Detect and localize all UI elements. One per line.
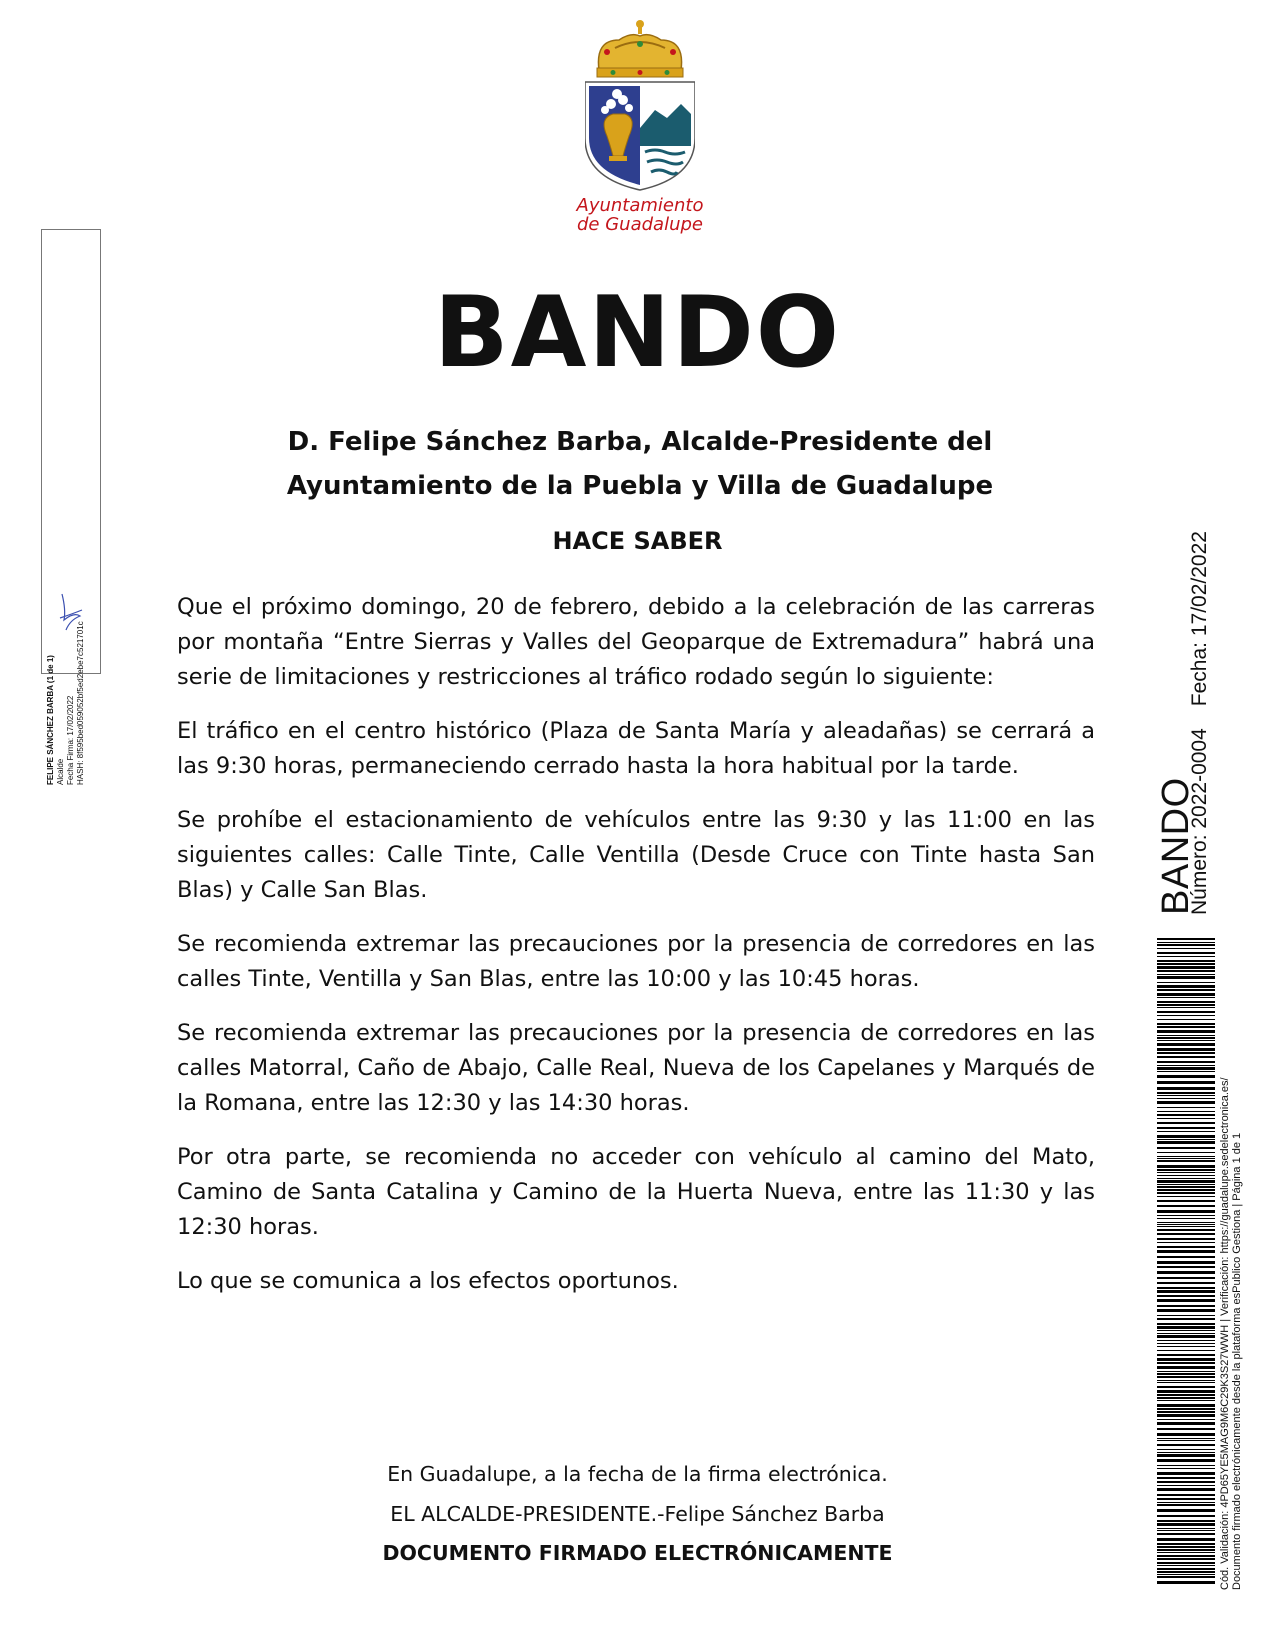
- closing-place-date: En Guadalupe, a la fecha de la firma electrónica.: [387, 1462, 888, 1486]
- stamp-platform-line: Documento firmado electrónicamente desde la plataforma esPublico Gestiona | Página 1 de 1: [1231, 1132, 1243, 1590]
- body-paragraph: El tráfico en el centro histórico (Plaza de Santa María y aleadañas) se cerrará a las 9:30 horas, permaneciendo cerrado hasta la hora habitual por la tarde.: [177, 718, 1095, 779]
- crest-caption-line2: de Guadalupe: [577, 214, 703, 235]
- signer-role: Alcalde: [56, 758, 65, 785]
- stamp-number-date: [1188, 531, 1212, 915]
- mayor-line-2: Ayuntamiento de la Puebla y Villa de Guadalupe: [286, 471, 994, 501]
- stamp-number: Número: 2022-0004: [1188, 728, 1211, 915]
- closing-signer: EL ALCALDE-PRESIDENTE.-Felipe Sánchez Barba: [390, 1502, 885, 1526]
- signature-date: Fecha Firma: 17/02/2022: [66, 695, 75, 785]
- body-paragraph: Se recomienda extremar las precauciones por la presencia de corredores en las calles Tinte, Ventilla y San Blas, entre las 10:00 y las 10:45 horas.: [177, 931, 1095, 992]
- stamp-date: Fecha: 17/02/2022: [1188, 531, 1211, 707]
- body-paragraph: Que el próximo domingo, 20 de febrero, debido a la celebración de las carreras por montaña “Entre Sierras y Valles del Geoparque de Extremadura” habrá una serie de limitaciones y restricciones al tráfico rodado según lo siguiente:: [177, 594, 1095, 690]
- signature-details: [46, 525, 102, 785]
- signature-scribble-icon: [56, 590, 86, 634]
- barcode-icon: [1157, 938, 1215, 1586]
- crest-caption: [560, 196, 720, 234]
- signature-box: [41, 229, 101, 785]
- signature-hash: HASH: 8f595bed059052bf5ed2ebe7c521701c: [76, 621, 85, 785]
- document-body: [177, 590, 1095, 1318]
- announcement-heading: HACE SABER: [552, 527, 723, 555]
- mayor-line-1: D. Felipe Sánchez Barba, Alcalde-Presidente del: [287, 427, 993, 457]
- signer-name: FELIPE SÁNCHEZ BARBA (1 de 1): [46, 655, 55, 785]
- stamp-doc-type-text: BANDO: [1155, 777, 1197, 915]
- coat-of-arms-icon: [585, 18, 695, 193]
- document-title: BANDO: [433, 276, 842, 390]
- signed-notice: DOCUMENTO FIRMADO ELECTRÓNICAMENTE: [382, 1541, 893, 1565]
- body-paragraph: Se recomienda extremar las precauciones por la presencia de corredores en las calles Matorral, Caño de Abajo, Calle Real, Nueva de los Capelanes y Marqués de la Romana, entre las 12:30 y las 14:30 horas.: [177, 1020, 1095, 1116]
- body-paragraph: Lo que se comunica a los efectos oportunos.: [177, 1268, 679, 1294]
- body-paragraph: Se prohíbe el estacionamiento de vehículos entre las 9:30 y las 11:00 en las siguientes calles: Calle Tinte, Calle Ventilla (Desde Cruce con Tinte hasta San Blas) y Calle San Blas.: [177, 807, 1095, 903]
- body-paragraph: Por otra parte, se recomienda no acceder con vehículo al camino del Mato, Camino de Santa Catalina y Camino de la Huerta Nueva, entre las 11:30 y las 12:30 horas.: [177, 1144, 1095, 1240]
- stamp-validation: [1219, 1077, 1243, 1590]
- crest-caption-line1: Ayuntamiento: [576, 195, 704, 216]
- stamp-validation-line: Cód. Validación: 4PD65YE5MAG9M6C29K3S27WWH | Verificación: https://guadalupe.sedelectronica.es/: [1219, 1077, 1231, 1590]
